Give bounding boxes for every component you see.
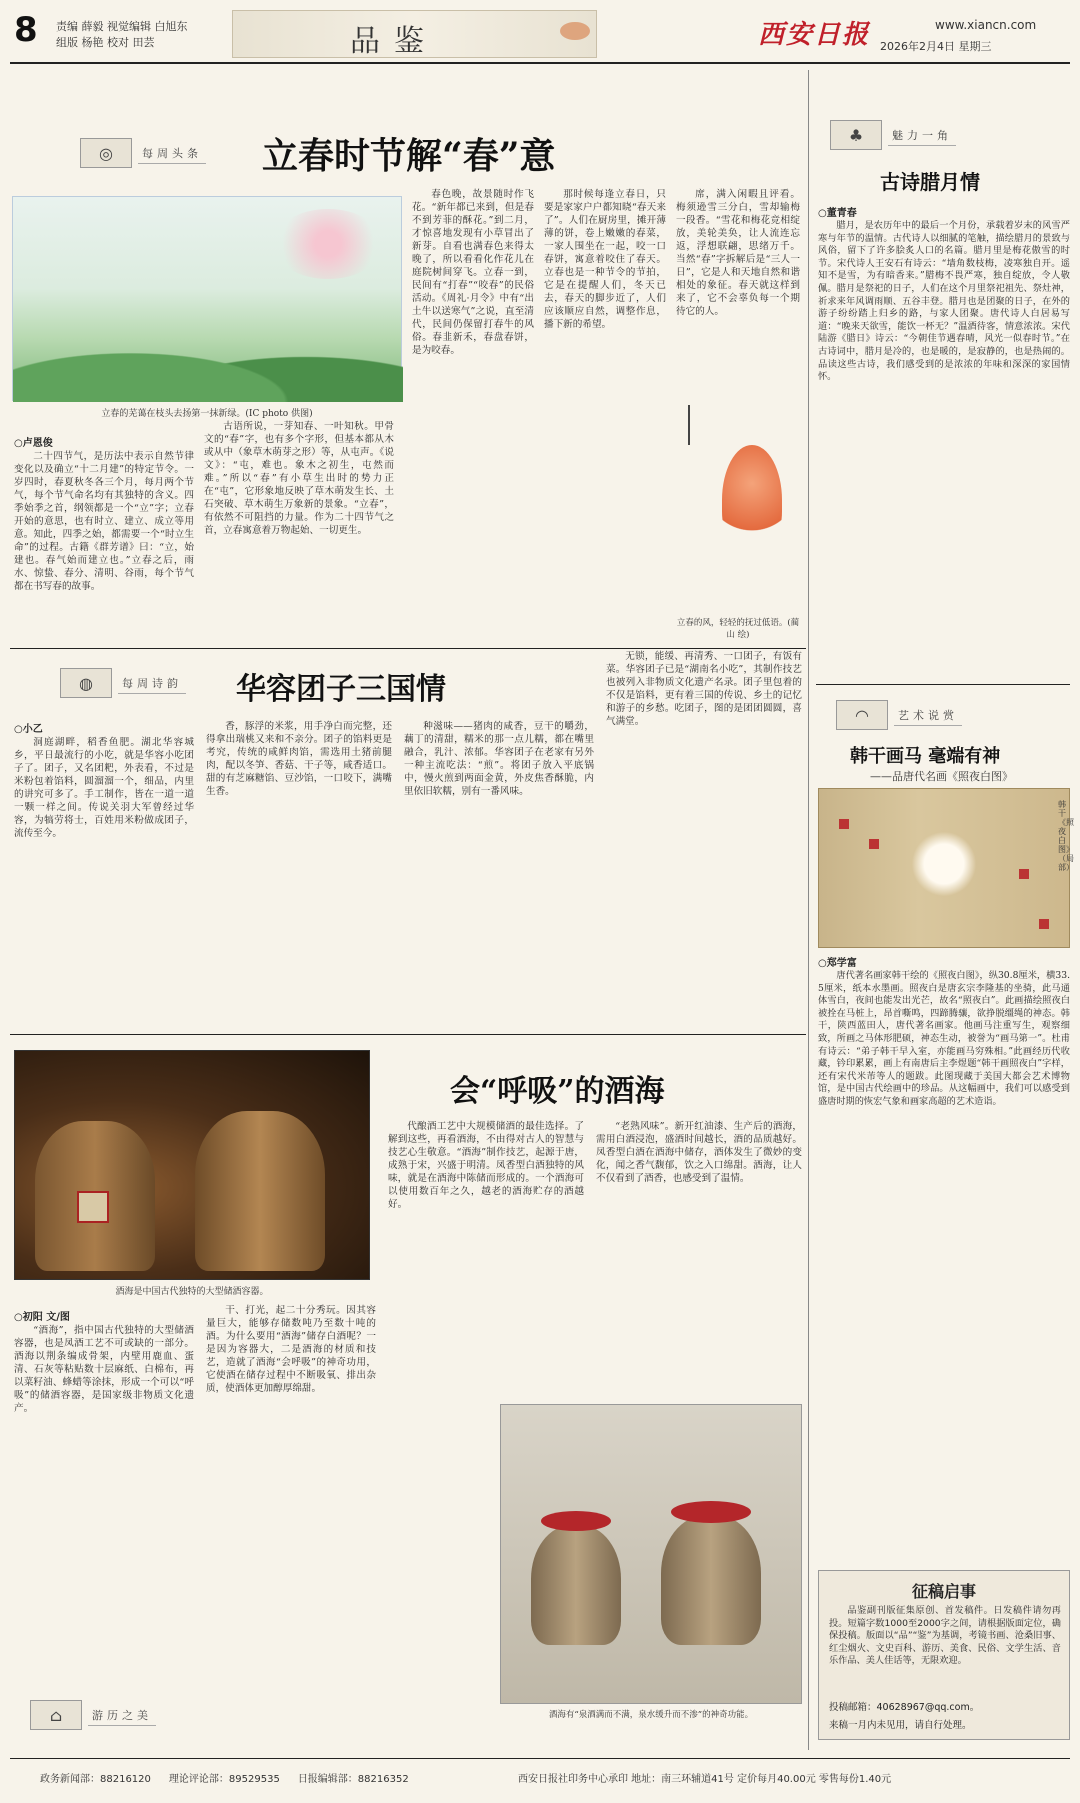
wine-jars-caption: 酒海有“泉酒满而不满，泉水缓升而不渗”的神奇功能。 [548, 1710, 754, 1720]
issue-date: 2026年2月4日 星期三 [880, 40, 992, 53]
section-title: 品鉴 [350, 24, 438, 59]
section-rule-2 [10, 648, 806, 649]
badge-label: 魅力一角 [888, 125, 956, 146]
horse-painting-subtitle: ——品唐代名画《照夜白图》 [870, 770, 1013, 783]
notice-email: 投稿邮箱：40628967@qq.com。 [829, 1702, 980, 1713]
a1-col1: 二十四节气，是历法中表示自然节律变化以及确立“十二月建”的特定节令。一岁四时，春夏秋冬各三个月，每月两个节气，每个节气命名均有其独特的含义。四季始季之首，纲领都是一个“立”字；立春开始的意思，也有时立、建立、成立等用意。知此，四季之始，都需要一个“时立生命”的过程。古籍《群芳谱》曰：“立，始建也。春气始而建立也。”立春之后，雨水、惊蛰、春分、清明、谷雨，每个节气都在书写春的故事。 [14, 451, 194, 592]
footer-printer-info: 西安日报社印务中心承印 地址：南三环辅道41号 定价每月40.00元 零售每份1.40元 [518, 1774, 892, 1785]
horse-painting-caption: 韩干《照夜白图》（局部） [1058, 800, 1074, 872]
koi-decoration-icon [560, 22, 590, 40]
paper-logo: 西安日报 [758, 20, 871, 50]
call-for-submissions [818, 1570, 1070, 1740]
wine-sea-photo [14, 1050, 370, 1280]
footer-rule [10, 1758, 1070, 1759]
koi-fish-icon [722, 445, 782, 555]
fan-icon: ◠ [836, 700, 888, 730]
footer-contacts [40, 1770, 409, 1785]
a5-col3: 代酿酒工艺中大规模储酒的最佳选择。了解到这些，再看酒海，不由得对古人的智慧与技艺心生敬意。“酒海”制作技艺，起源于唐，成熟于宋，兴盛于明清。凤香型白酒独特的风味，就是在酒海中陈储而形成的。一个酒海可以使用数百年之久，越老的酒海贮存的酒越好。 [388, 1121, 584, 1210]
author-a2: ○小乙 [14, 724, 43, 735]
editors-line1: 责编 薛毅 视觉编辑 白旭东 [56, 20, 188, 33]
notice-title: 征稿启事 [911, 1582, 976, 1601]
author-a5: ○初阳 文/图 [14, 1312, 70, 1323]
spring-illustration [12, 196, 402, 401]
a5-col4: “老熟风味”。新开红油漆、生产后的酒海，需用白酒浸泡，盛酒时间越长，酒的品质越好。凤香型白酒在酒海中储存，酒体发生了微妙的变化，闻之香气馥郁，饮之入口绵甜。酒海，让人不仅看到了酒香，也感受到了温情。 [596, 1121, 802, 1184]
a3-body: 唐代著名画家韩干绘的《照夜白图》，纵30.8厘米，横33.5厘米，纸本水墨画。照夜白是唐玄宗李隆基的坐骑，此马通体雪白，夜间也能发出光芒，故名“照夜白”。此画描绘照夜白被拴在马桩上，昂首嘶鸣，四蹄腾骧，欲挣脱缰绳的神态。韩干，陕西蓝田人，唐代著名画家。他画马注重写生，观察细致，所画之马体形肥硕，神态生动，被誉为“画马第一”。杜甫有诗云：“弟子韩干早入室，亦能画马穷殊相。”此画经历代收藏，钤印累累，画上有南唐后主李煜题“韩干画照夜白”字样，还有宋代米芾等人的题跋。此图现藏于美国大都会艺术博物馆，是中国古代绘画中的珍品。从这幅画中，我们可以感受到盛唐时期的恢宏气象和画家高超的艺术造诣。 [818, 970, 1070, 1107]
a1-col5: 席，满入闲暇且评看。梅须逊雪三分白，雪却输梅一段香。“雪花和梅花竞相绽放，美轮美奂，让人流连忘返，浮想联翩，思绪万千。当然“春”字拆解后是“三人一日”，它是人和天地自然和谐相处的象征。春天就这样到来了，它不会辜负每一个期待它的人。 [676, 189, 800, 317]
jar-lid-red-2 [541, 1511, 611, 1531]
headline-huarong: 华容团子三国情 [236, 672, 446, 707]
jar-2 [661, 1515, 761, 1645]
editors-line2: 组版 杨艳 校对 田芸 [56, 36, 155, 49]
a4-body: 腊月，是农历年中的最后一个月份，承载着岁末的风雪严寒与年节的温情。古代诗人以细腻的笔触，描绘腊月的景致与风俗，留下了许多脍炙人口的名篇。腊月里是梅花傲雪的时节。宋代诗人王安石有诗云：“墙角数枝梅，凌寒独自开。遥知不是雪，为有暗香来。”腊梅不畏严寒，独自绽放，令人敬佩。腊月是祭祀的日子，人们在这个月里祭祀祖先、祭灶神，祈求来年风调雨顺、五谷丰登。腊月也是团聚的日子，在外的游子纷纷踏上归乡的路，与家人团聚。唐代诗人白居易写道：“晚来天欲雪，能饮一杯无？”温酒待客，情意浓浓。宋代陆游《腊日》诗云：“今朝佳节遇春晴，风光一似春时节。”在古诗词中，腊月是冷的，也是暖的，是寂静的，也是热闹的。品读这些古诗，我们感受到的是浓浓的年味和深深的家国情怀。 [818, 220, 1070, 383]
a5-col2: 干、打光，起二十分秀玩。因其容量巨大，能够存储数吨乃至数十吨的酒。为什么要用“酒海”储存白酒呢？一是因为容器大，二是酒海的材质和技艺，造就了酒海“会呼吸”的神奇功用，它使酒在储存过程中不断吸氧、排出杂质，使酒体更加醇厚绵甜。 [206, 1305, 376, 1394]
a2-col3: 种滋味——猪肉的咸香，豆干的嚼劲，藕丁的清甜，糯米的那一点儿糯，都在嘴里融合，乳汁、浓郁。华容团子在老家有另外一种主流吃法：“煎”。将团子放入平底锅中，慢火煎到两面金黄，外皮焦香酥脆，内里依旧软糯，别有一番风味。 [404, 721, 594, 797]
wine-sea-photo-caption: 酒海是中国古代独特的大型储酒容器。 [115, 1287, 269, 1297]
horse-painting-image [818, 788, 1074, 948]
badge-travel [30, 1700, 156, 1730]
badge-weekly-headline [80, 138, 206, 168]
footer-contact: 日报编辑部：88216352 [297, 1774, 409, 1785]
jar-right [195, 1111, 325, 1271]
headline-lunar-poems: 古诗腊月情 [880, 170, 980, 194]
seal-stamps [839, 819, 849, 829]
wine-jars-photo [500, 1404, 802, 1704]
a2-col2: 香，豚浮的米浆，用手净白而完整，还得拿出瑞桃又来和不亲分。团子的馅料更是考究，传统的咸鲜肉馅，需选用土猪前腿肉，配以冬笋、香菇、干子等，咸香适口。甜的有芝麻糖馅、豆沙馅，一口咬下，满嘴生香。 [206, 721, 392, 797]
a2-col1: 洞庭湖畔，稻香鱼肥。湖北华容城乡，平日最流行的小吃，就是华容小吃团子了。团子，又名团粑，外表看，不过是米粉包着馅料，圆溜溜一个，细品，内里的讲究可多了。手工制作，皆在一道一道一颗一样之间。传说关羽大军曾经过华容，为犒劳将士，百姓用米粉做成团子，流传至今。 [14, 737, 194, 839]
footer-contact: 政务新闻部：88216120 [40, 1774, 151, 1785]
hills-shape [13, 317, 403, 402]
a5-col1: “酒海”，指中国古代独特的大型储酒容器，也是凤酒工艺不可或缺的一部分。酒海以荆条编成骨架，内壁用鹿血、蛋清、石灰等粘贴数十层麻纸、白棉布，再以菜籽油、蜂蜡等涂抹，形成一个可以“呼吸”的储酒容器，是国家级非物质文化遗产。 [14, 1325, 194, 1414]
camera-icon: ◎ [80, 138, 132, 168]
badge-label: 艺术说赏 [894, 705, 962, 726]
footer-contact: 理论评论部：89529535 [168, 1774, 280, 1785]
headline-spring: 立春时节解“春”意 [262, 135, 556, 177]
right-divider [816, 684, 1070, 685]
page-number: 8 [14, 10, 38, 50]
badge-label: 每周诗韵 [118, 673, 186, 694]
headline-horse-painting: 韩干画马 毫端有神 [850, 746, 1001, 767]
section-rule-3 [10, 1034, 806, 1035]
a2-col4: 无锁，能缓、再清秀、一口团子，有饭有菜。华容团子已是“湖南名小吃”，其制作技艺也被列入非物质文化遗产名录。团子里包着的不仅是馅料，更有着三国的传说、乡土的记忆和游子的乡愁。吃团子，图的是团团圆圆，喜气满堂。 [606, 651, 802, 727]
tree-icon: ♣ [830, 120, 882, 150]
dish-icon: ◍ [60, 668, 112, 698]
koi-painting [682, 395, 800, 610]
blossom-branch-icon [273, 209, 383, 279]
badge-label: 游历之美 [88, 1705, 156, 1726]
koi-painting-caption: 立春的风，轻轻的抚过低语。(蔺山 绘) [676, 618, 800, 640]
calligraphy-mark [688, 405, 702, 445]
author-a1: ○卢恩俊 [14, 438, 53, 449]
notice-note: 来稿一月内未见用，请自行处理。 [829, 1720, 972, 1731]
spring-illustration-caption: 立春的芜蔼在枝头去扬第一抹新绿。(IC photo 供图) [101, 409, 313, 419]
pavilion-icon: ⌂ [30, 1700, 82, 1730]
horse-figure-icon [909, 829, 979, 899]
a1-col4: 那时候每逢立春日，只要是家家户户都知晓“春天来了”。人们在厨房里，摊开薄薄的饼，卷上嫩嫩的春菜，一家人围坐在一起，咬一口春饼，寓意着咬住了春天。立春也是一种节令的节拍，它是在提醒人们，冬天已去，春天的脚步近了，人们应该顺应自然，调整作息，播下新的希望。 [544, 189, 666, 330]
badge-charm-corner [830, 120, 956, 150]
red-seal-label [77, 1191, 109, 1223]
jar-1 [531, 1525, 621, 1645]
author-a3: ○郑学富 [818, 958, 857, 969]
badge-art-appreciation [836, 700, 962, 730]
notice-body: 品鉴副刊版征集原创、首发稿件。日发稿件请勿再投。短篇字数1000至2000字之间，请根据版面定位，确保投稿。版面以“品”“鉴”为基调，考镜书画、沧桑旧事、红尘烟火、文史百科、游历、美食、民俗、文学生活、音乐作品、美人佳话等，无限欢迎。 [829, 1605, 1061, 1667]
website-url: www.xiancn.com [935, 18, 1037, 32]
col-divider-right [808, 70, 809, 1750]
a1-col2: 古语所说，一芽知春、一叶知秋。甲骨文的“春”字，也有多个字形，但基本都从木或从中（象草木萌芽之形）等，从屯声。《说文》：“屯，难也。象木之初生，屯然而难。”所以“春”有小草生出时的势力正在“屯”，它形象地反映了草木萌发生长、土石突破、草木萌生万象新的景象。“立春”，有依然不可阻挡的力量。作为二十四节气之首，立春寓意着万物起始、一切更生。 [204, 421, 394, 536]
author-a4: ○董青春 [818, 208, 857, 219]
badge-label: 每周头条 [138, 143, 206, 164]
header-rule [10, 62, 1070, 64]
a1-col3: 春色晚，故景随时作飞花。“新年都已来到，但是春不到芳菲的酥花。”到二月，才惊喜地发现有小草冒出了新芽。自看也满春色来得太晚了，所以看看化作花儿在庭院树间穿飞。立春一到，民间有“打春”“咬春”的民俗活动。《周礼·月令》中有“出土牛以送寒气”之说，直至清代，民间仍保留打春牛的风俗。春韭新禾，春盘春饼，是为咬春。 [412, 189, 534, 356]
headline-wine-sea: 会“呼吸”的酒海 [450, 1074, 665, 1109]
jar-lid-red [671, 1501, 751, 1523]
badge-food [60, 668, 186, 698]
